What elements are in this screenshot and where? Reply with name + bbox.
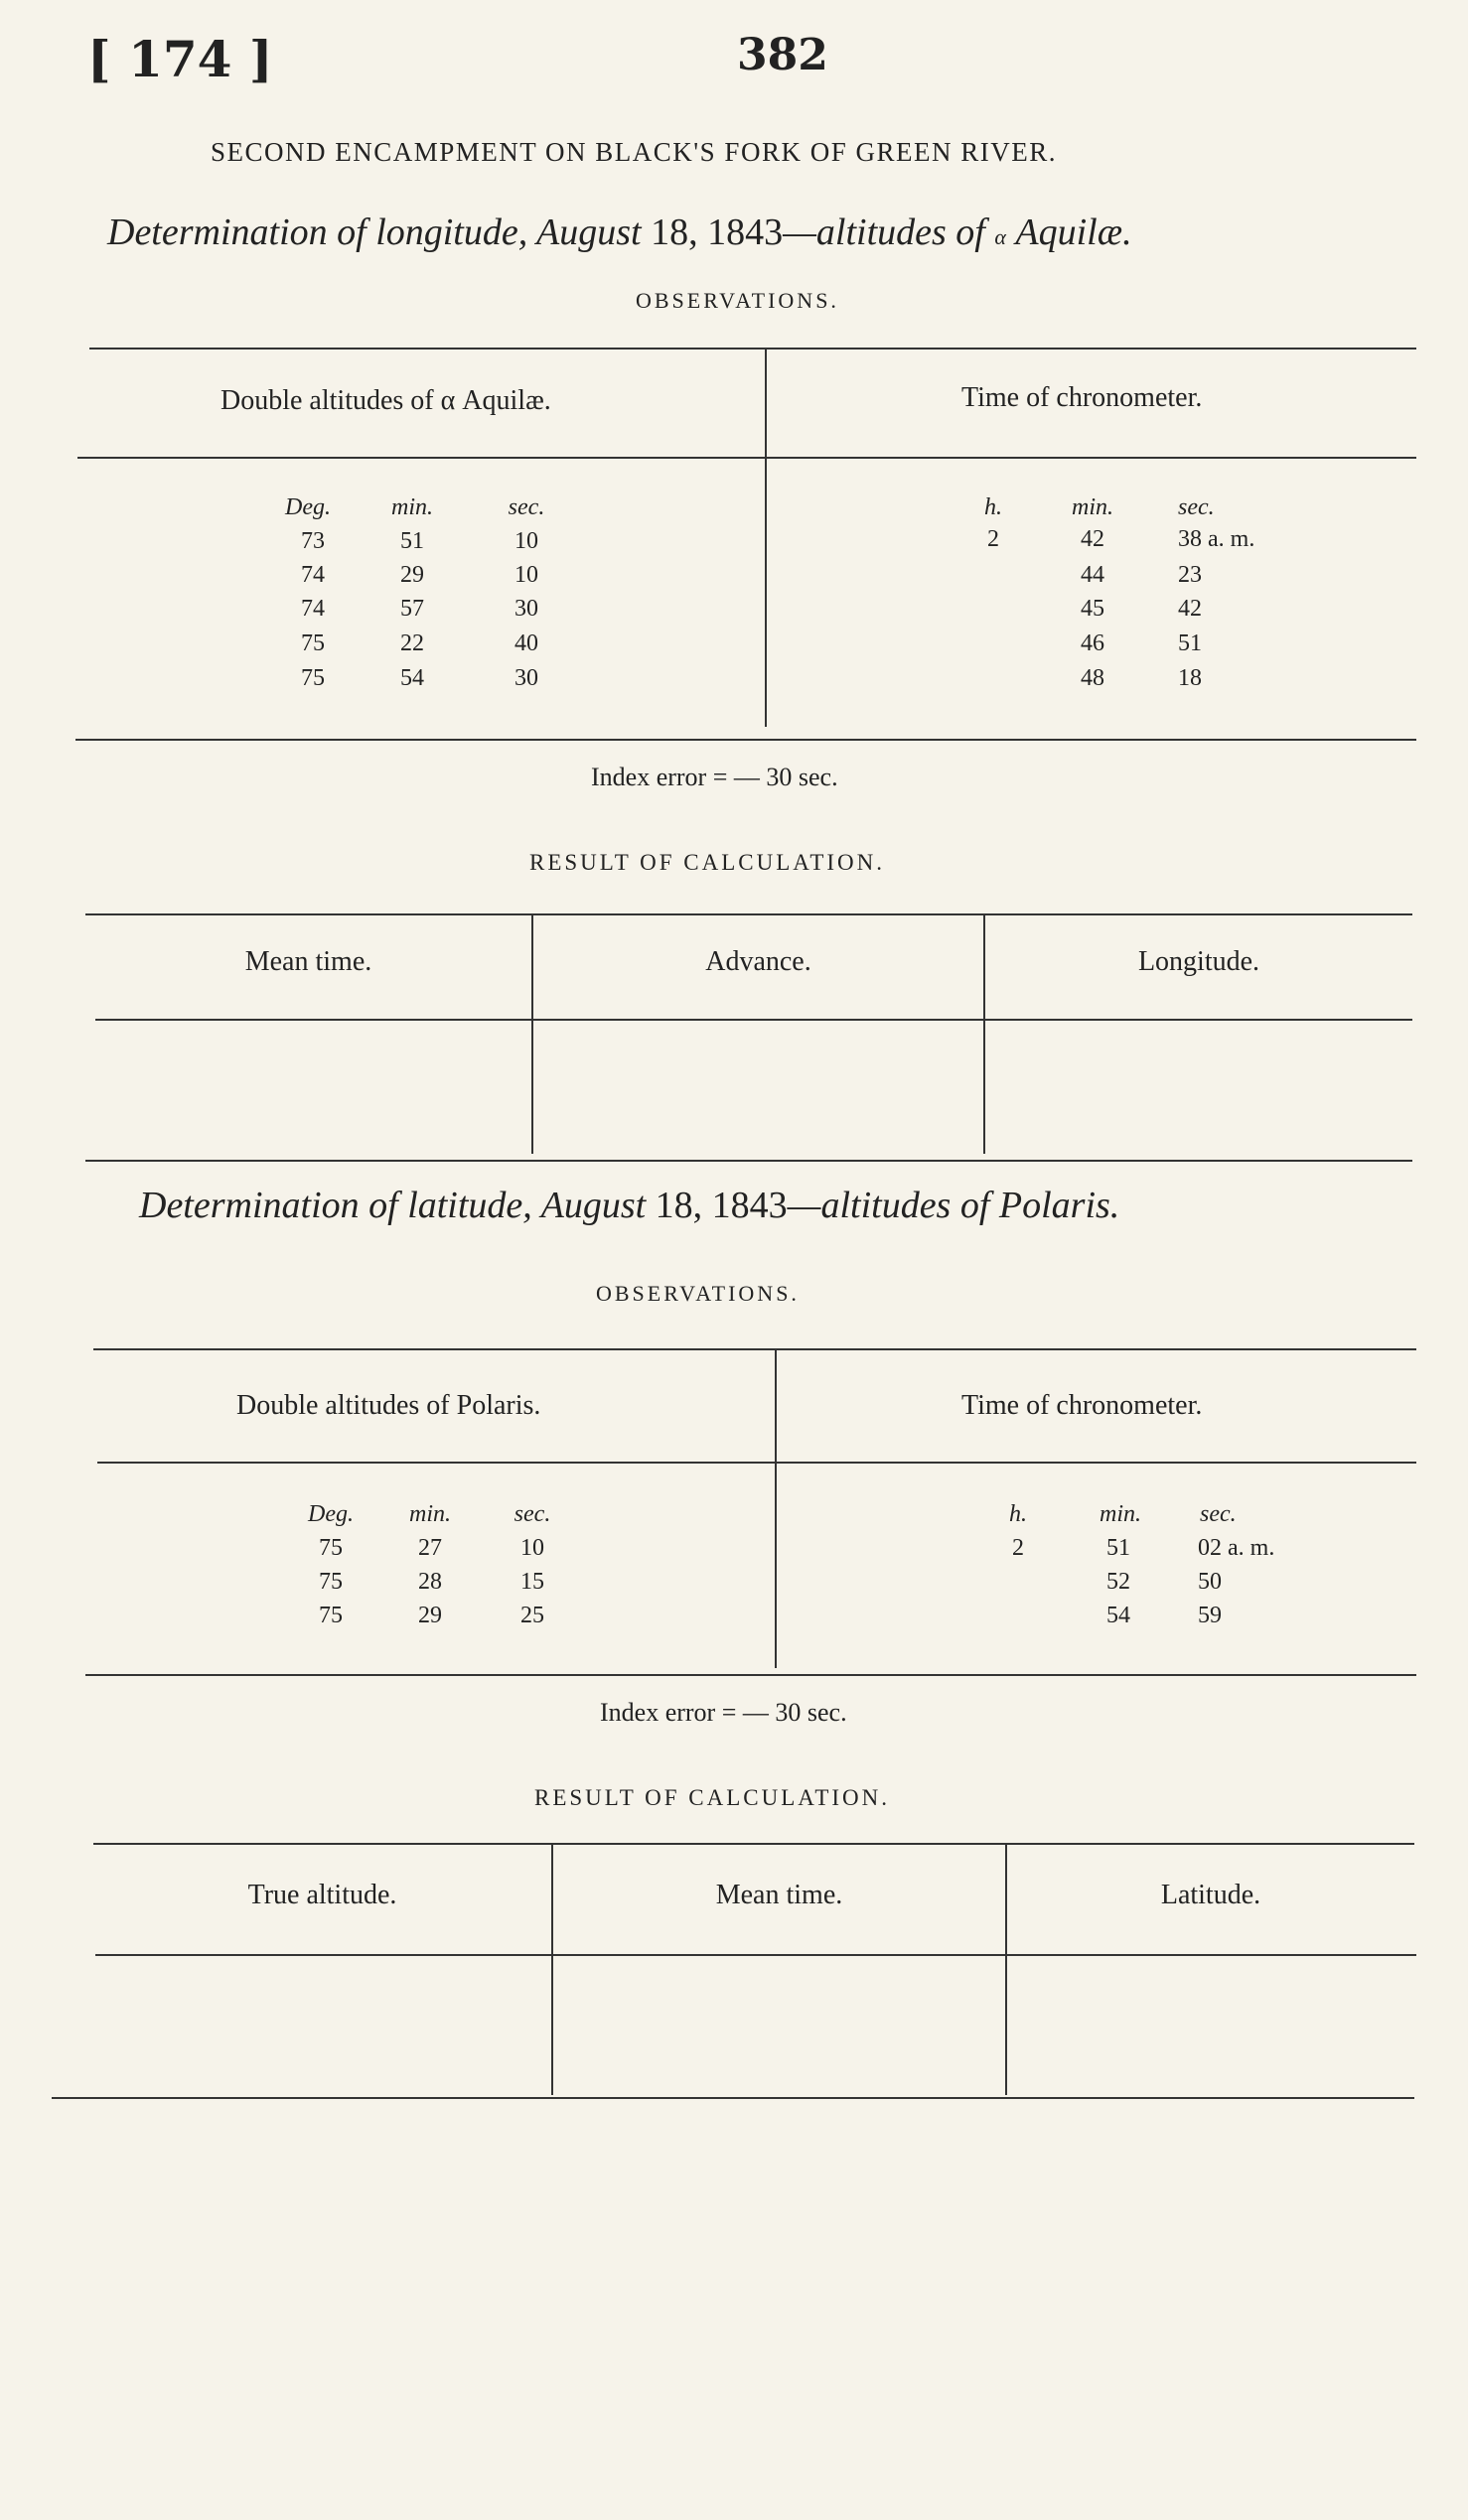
- sec-value: 40: [514, 630, 538, 656]
- sec-value: 51: [1178, 630, 1202, 656]
- sec-value: 25: [520, 1603, 544, 1628]
- unit-deg: Deg.: [285, 494, 331, 520]
- section1-result-label: RESULT OF CALCULATION.: [529, 850, 886, 875]
- unit-deg: Deg.: [308, 1501, 354, 1527]
- deg-value: 75: [319, 1603, 343, 1628]
- deg-value: 75: [319, 1569, 343, 1595]
- min-value: 42: [1081, 526, 1104, 552]
- min-value: 29: [400, 562, 424, 588]
- deg-value: 74: [301, 596, 325, 622]
- section1-heading: [107, 210, 1132, 254]
- column-divider: [775, 1350, 777, 1668]
- column-divider: [765, 350, 767, 727]
- unit-min: min.: [409, 1501, 451, 1527]
- header-rule: [97, 1462, 1416, 1464]
- section1-index-error: Index error = — 30 sec.: [591, 763, 838, 791]
- table-bottom-rule: [85, 1160, 1412, 1162]
- min-value: 27: [418, 1535, 442, 1561]
- sec-value: 10: [514, 562, 538, 588]
- min-value: 28: [418, 1569, 442, 1595]
- unit-min: min.: [1072, 494, 1113, 520]
- result-col-longitude: Longitude.: [1137, 946, 1260, 977]
- sec-value: 50: [1198, 1569, 1222, 1595]
- result-col-advance: Advance.: [705, 946, 811, 977]
- section1-col-right-header: Time of chronometer.: [961, 382, 1203, 413]
- section2-heading-rest: —altitudes of Polaris.: [787, 1185, 1120, 1226]
- table-top-rule: [85, 913, 1412, 915]
- min-value: 44: [1081, 562, 1104, 588]
- result-col-true-altitude: True altitude.: [247, 1880, 397, 1910]
- unit-sec: sec.: [508, 494, 545, 520]
- table-bottom-rule: [85, 1674, 1416, 1676]
- section2-heading: [139, 1184, 1119, 1227]
- sec-value: 23: [1178, 562, 1202, 588]
- section2-heading-date: 18, 1843: [655, 1185, 788, 1226]
- page-title: SECOND ENCAMPMENT ON BLACK'S FORK OF GREEN RIVER.: [211, 137, 1057, 167]
- sec-value: 30: [514, 596, 538, 622]
- sec-value: 59: [1198, 1603, 1222, 1628]
- result-col-mean-time: Mean time.: [715, 1880, 843, 1910]
- deg-value: 75: [301, 665, 325, 691]
- table-top-rule: [93, 1348, 1416, 1350]
- table-top-rule: [89, 348, 1416, 350]
- page-number: 382: [737, 30, 828, 80]
- page-number-bracketed: [ 174 ]: [87, 30, 273, 88]
- section2-col-right-header: Time of chronometer.: [961, 1390, 1203, 1421]
- result-col-mean-time: Mean time.: [244, 946, 372, 977]
- min-value: 45: [1081, 596, 1104, 622]
- header-rule: [95, 1019, 1412, 1021]
- deg-value: 75: [319, 1535, 343, 1561]
- min-value: 57: [400, 596, 424, 622]
- min-value: 51: [400, 528, 424, 554]
- table-bottom-rule: [52, 2097, 1414, 2099]
- section1-col-left-header: Double altitudes of α Aquilæ.: [220, 385, 551, 416]
- section1-heading-date: 18, 1843: [651, 211, 784, 253]
- sec-value: 42: [1178, 596, 1202, 622]
- table-top-rule: [93, 1843, 1414, 1845]
- min-value: 54: [1106, 1603, 1130, 1628]
- hour-value: 2: [987, 526, 999, 552]
- min-value: 52: [1106, 1569, 1130, 1595]
- result-col-latitude: Latitude.: [1160, 1880, 1261, 1910]
- min-value: 29: [418, 1603, 442, 1628]
- unit-h: h.: [1009, 1501, 1027, 1527]
- sec-value: 10: [514, 528, 538, 554]
- section2-observations-label: OBSERVATIONS.: [596, 1281, 800, 1306]
- section2-col-left-header: Double altitudes of Polaris.: [236, 1390, 541, 1421]
- section2-index-error: Index error = — 30 sec.: [600, 1698, 847, 1727]
- sec-value: 38 a. m.: [1178, 526, 1255, 552]
- unit-sec: sec.: [514, 1501, 551, 1527]
- section1-heading-rest: —altitudes of: [783, 211, 985, 253]
- sec-value: 10: [520, 1535, 544, 1561]
- min-value: 51: [1106, 1535, 1130, 1561]
- deg-value: 74: [301, 562, 325, 588]
- sec-value: 18: [1178, 665, 1202, 691]
- sec-value: 15: [520, 1569, 544, 1595]
- unit-min: min.: [1100, 1501, 1141, 1527]
- section1-observations-label: OBSERVATIONS.: [636, 288, 839, 313]
- section1-heading-alpha: α: [994, 224, 1006, 249]
- unit-sec: sec.: [1178, 494, 1215, 520]
- min-value: 54: [400, 665, 424, 691]
- min-value: 48: [1081, 665, 1104, 691]
- min-value: 22: [400, 630, 424, 656]
- table-bottom-rule: [75, 739, 1416, 741]
- sec-value: 02 a. m.: [1198, 1535, 1275, 1561]
- section1-heading-main: Determination of longitude, August: [107, 211, 642, 253]
- header-rule: [77, 457, 1416, 459]
- unit-h: h.: [984, 494, 1002, 520]
- section2-result-label: RESULT OF CALCULATION.: [534, 1785, 891, 1810]
- min-value: 46: [1081, 630, 1104, 656]
- hour-value: 2: [1012, 1535, 1024, 1561]
- deg-value: 73: [301, 528, 325, 554]
- unit-sec: sec.: [1200, 1501, 1237, 1527]
- unit-min: min.: [391, 494, 433, 520]
- header-rule: [95, 1954, 1416, 1956]
- sec-value: 30: [514, 665, 538, 691]
- section1-heading-star: Aquilæ.: [1015, 211, 1132, 253]
- section2-heading-main: Determination of latitude, August: [139, 1185, 647, 1226]
- deg-value: 75: [301, 630, 325, 656]
